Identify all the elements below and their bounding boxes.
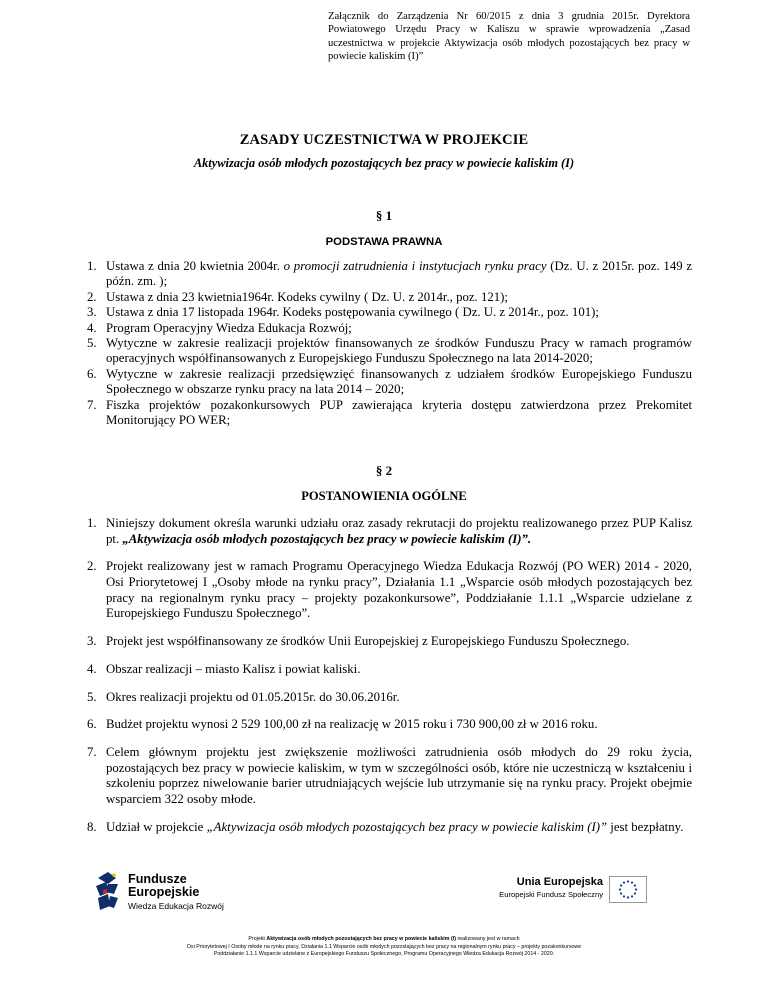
fundusze-europejskie-icon [94,870,122,914]
item-text: Udział w projekcie [106,819,207,834]
section-2-heading: POSTANOWIENIA OGÓLNE [301,489,467,503]
fundusze-europejskie-logo [94,870,254,914]
item-text: Ustawa z dnia 17 listopada 1964r. Kodeks postępowania cywilnego ( Dz. U. z 2014r., poz. 101); [106,305,599,320]
item-text: Projekt realizowany jest w ramach Programu Operacyjnego Wiedza Edukacja Rozwój (PO WER) 2014 - 2020, Osi Priorytetowej I „Osoby młode na rynku pracy”, Działania 1.1 „Wsparcie osób młodych pozostających bez pracy na regionalnym rynku pracy – projekty pozakonkursowe”, Poddziałanie 1.1.1 „Wsparcie udzielane z Europejskiego Funduszu Społecznego”. [106,559,692,621]
item-text: Wytyczne w zakresie realizacji projektów finansowanych ze środków Funduszu Pracy w ramach programów operacyjnych współfinansowanych z Europejskiego Funduszu Społecznego na lata 2014-2020; [106,336,692,366]
item-number: 2. [87,559,97,574]
item-number: 7. [87,745,97,760]
item-text: Celem głównym projektu jest zwiększenie możliwości zatrudnienia osób młodych do 29 roku życia, pozostających bez pracy w powiecie kaliskim, w tym w szczególności osób, które nie uczestniczą w kształceniu i szkoleniu poprzez niwelowanie barier utrudniających wejście lub utrzymanie się na rynku pracy. Projekt obejmie wsparciem 322 osoby młode. [106,745,692,806]
eu-star [627,896,629,898]
footer-text-end: realizowany jest w ramach [455,936,520,942]
fe-line-3: Wiedza Edukacja Rozwój [128,901,224,911]
eu-star [623,895,625,897]
general-provisions-list [80,516,692,847]
fe-line-2: Europejskie [128,885,200,899]
eu-star [634,892,636,894]
item-number: 1. [87,259,97,273]
attachment-note: Załącznik do Zarządzenia Nr 60/2015 z dnia 3 grudnia 2015r. Dyrektora Powiatowego Urzędu Pracy w Kaliszu w sprawie wprowadzenia „Zasad uczestnictwa w projekcie Aktywizacja osób młodych pozostających bez pracy w powiecie kaliskim (I)” [328,11,690,63]
list-item [80,336,692,367]
item-number: 8. [87,819,97,834]
eu-star [619,888,621,890]
item-text-end: (Dz. U. z 2015r. poz. 149 z późn. zm. ); [106,259,693,289]
list-item [80,259,692,290]
section-1-mark: § 1 [375,208,393,223]
section-1-heading: PODSTAWA PRAWNA [325,236,443,248]
item-number: 5. [87,689,97,704]
list-item [80,398,692,429]
list-item [80,717,692,733]
item-number: 3. [87,633,97,648]
item-text: Ustawa z dnia 23 kwietnia1964r. Kodeks cywilny ( Dz. U. z 2014r., poz. 121); [106,289,508,304]
eu-line-1: Unia Europejska [516,876,603,888]
list-item [80,662,692,678]
item-italic-text: o promocji zatrudnienia i instytucjach rynku pracy [283,259,547,273]
footer-text: Projekt [248,936,267,942]
fe-line-1: Fundusze [128,872,187,886]
eu-line-2: Europejski Fundusz Społeczny [499,890,603,899]
item-text: Budżet projektu wynosi 2 529 100,00 zł na realizację w 2015 roku i 730 900,00 zł w 2016 roku. [106,717,598,732]
item-text: Fiszka projektów pozakonkursowych PUP zawierająca kryteria dostępu zatwierdzona przez Prekomitet Monitorujący PO WER; [106,397,692,428]
item-text: Ustawa z dnia 20 kwietnia 2004r. [106,259,284,273]
item-number: 3. [87,305,97,320]
list-item [80,321,692,336]
eu-star [634,884,636,886]
list-item [80,690,692,706]
item-number: 2. [87,289,97,304]
eu-star [620,892,622,894]
eu-star [635,888,637,890]
legal-basis-list [80,259,692,428]
eu-star [631,881,633,883]
item-number: 6. [87,366,97,381]
item-text: Niniejszy dokument określa warunki udziału oraz zasady rekrutacji do projektu realizowanego przez PUP Kalisz pt. [106,516,692,546]
list-item [80,367,692,398]
footer-line-3: Poddziałanie 1.1.1 Wsparcie udzielane z Europejskiego Funduszu Społecznego, Programu Operacyjnego Wiedza Edukacja Rozwój 2014 - 2020. [213,951,555,958]
item-text: Okres realizacji projektu od 01.05.2015r. do 30.06.2016r. [106,689,400,704]
item-number: 7. [87,397,97,412]
list-item [80,516,692,547]
project-title-emphasis: „Aktywizacja osób młodych pozostających bez pracy w powiecie kaliskim (I)”. [122,531,532,546]
list-item [80,290,692,305]
list-item [80,745,692,807]
item-number: 6. [87,717,97,732]
item-number: 4. [87,320,97,335]
item-number: 4. [87,661,97,676]
item-number: 1. [87,516,97,530]
document-title: ZASADY UCZESTNICTWA W PROJEKCIE [239,132,529,148]
eu-star [627,880,629,882]
list-item [80,305,692,320]
footer-line-2: Osi Priorytetowej I Osoby młode na rynku pracy, Działania 1.1 Wsparcie osób młodych pozostających bez pracy na regionalnym rynku pracy – projekty pozakonkursowe [186,943,582,950]
item-number: 5. [87,336,97,351]
document-subtitle: Aktywizacja osób młodych pozostających bez pracy w powiecie kaliskim (I) [193,156,575,170]
section-2-mark: § 2 [375,463,393,478]
item-text: Program Operacyjny Wiedza Edukacja Rozwój; [106,320,352,335]
item-text: Projekt jest współfinansowany ze środków Unii Europejskiej z Europejskiego Funduszu Społecznego. [106,633,630,648]
eu-star [620,884,622,886]
item-italic-text: „Aktywizacja osób młodych pozostających bez pracy w powiecie kaliskim (I)” [206,819,608,834]
eu-flag-icon [609,876,647,903]
item-text: Wytyczne w zakresie realizacji przedsięwzięć finansowanych z udziałem środków Europejskiego Funduszu Społecznego w obszarze rynku pracy na lata 2014 – 2020; [106,366,692,397]
footer-line-1 [0,936,768,944]
eu-star [631,895,633,897]
eu-star [623,881,625,883]
list-item [80,820,692,836]
item-text: Obszar realizacji – miasto Kalisz i powiat kaliski. [106,661,361,676]
footer-project-name: Aktywizacja osób młodych pozostających bez pracy w powiecie kaliskim (I) [266,936,456,942]
item-text-end: jest bezpłatny. [607,819,684,834]
list-item [80,559,692,621]
list-item [80,634,692,650]
page-footer [0,936,768,959]
eu-logo [497,876,647,906]
